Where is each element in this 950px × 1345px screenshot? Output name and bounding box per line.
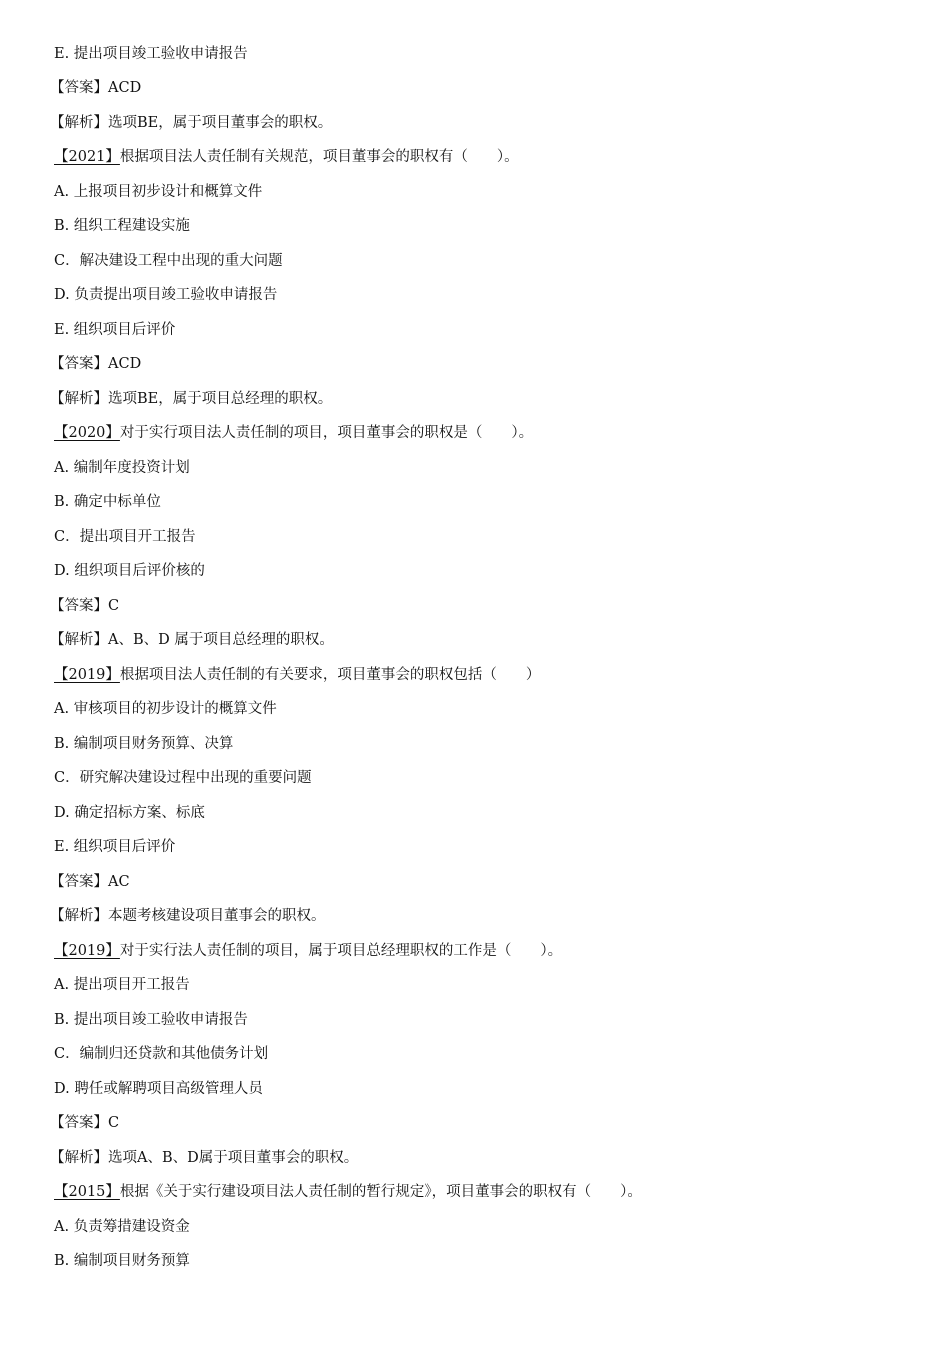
- answer-text: 【答案】ACD: [50, 356, 142, 372]
- option-text: B. 编制项目财务预算、决算: [54, 736, 234, 752]
- option-text: D. 负责提出项目竣工验收申请报告: [54, 287, 278, 303]
- option-line: [54, 1042, 950, 1066]
- answer-text: 【答案】C: [50, 1115, 120, 1131]
- answer-line: [50, 594, 950, 618]
- question-year: 【2020】: [54, 425, 120, 441]
- option-text: B. 确定中标单位: [54, 494, 161, 510]
- question-year: 【2021】: [54, 149, 120, 165]
- option-line: [54, 180, 950, 204]
- option-text: B. 提出项目竣工验收申请报告: [54, 1012, 248, 1028]
- option-text: A. 负责筹措建设资金: [54, 1219, 190, 1235]
- option-line: [54, 318, 950, 342]
- option-line: [54, 766, 950, 790]
- question-year: 【2019】: [54, 943, 120, 959]
- option-text: B. 编制项目财务预算: [54, 1253, 190, 1269]
- option-text: C．研究解决建设过程中出现的重要问题: [54, 770, 312, 786]
- question-line: [54, 663, 950, 687]
- option-line: [54, 973, 950, 997]
- option-line: [54, 697, 950, 721]
- analysis-line: [50, 387, 950, 411]
- option-line: [54, 559, 950, 583]
- option-line: [54, 801, 950, 825]
- option-line: [54, 732, 950, 756]
- option-line: [54, 1077, 950, 1101]
- option-line: [54, 1215, 950, 1239]
- analysis-line: [50, 111, 950, 135]
- option-line: [54, 456, 950, 480]
- option-text: D. 确定招标方案、标底: [54, 805, 205, 821]
- analysis-line: [50, 628, 950, 652]
- answer-text: 【答案】ACD: [50, 80, 142, 96]
- analysis-text: 【解析】选项A、B、D属于项目董事会的职权。: [50, 1150, 359, 1166]
- option-text: E. 组织项目后评价: [54, 322, 176, 338]
- answer-text: 【答案】C: [50, 598, 120, 614]
- answer-line: [50, 1111, 950, 1135]
- answer-line: [50, 352, 950, 376]
- answer-line: [50, 870, 950, 894]
- option-line: [54, 214, 950, 238]
- option-text: A. 上报项目初步设计和概算文件: [54, 184, 263, 200]
- question-year: 【2019】: [54, 667, 120, 683]
- question-text: 根据项目法人责任制有关规范，项目董事会的职权有（ ）。: [119, 149, 519, 165]
- option-text: A. 审核项目的初步设计的概算文件: [54, 701, 277, 717]
- option-text: C．编制归还贷款和其他债务计划: [54, 1046, 269, 1062]
- analysis-text: 【解析】选项BE，属于项目总经理的职权。: [50, 391, 333, 407]
- option-text: E. 提出项目竣工验收申请报告: [54, 46, 248, 62]
- question-line: [54, 1180, 950, 1204]
- analysis-text: 【解析】选项BE，属于项目董事会的职权。: [50, 115, 333, 131]
- analysis-line: [50, 904, 950, 928]
- option-text: D. 聘任或解聘项目高级管理人员: [54, 1081, 263, 1097]
- option-line: [54, 835, 950, 859]
- option-text: E. 组织项目后评价: [54, 839, 176, 855]
- option-line: [54, 249, 950, 273]
- question-line: [54, 421, 950, 445]
- question-text: 根据《关于实行建设项目法人责任制的暂行规定》，项目董事会的职权有（ ）。: [119, 1184, 642, 1200]
- answer-line: [50, 76, 950, 100]
- option-text: C．提出项目开工报告: [54, 529, 196, 545]
- question-text: 对于实行法人责任制的项目，属于项目总经理职权的工作是（ ）。: [119, 943, 563, 959]
- analysis-text: 【解析】本题考核建设项目董事会的职权。: [50, 908, 326, 924]
- option-line: [54, 1249, 950, 1273]
- option-text: D. 组织项目后评价核的: [54, 563, 205, 579]
- analysis-line: [50, 1146, 950, 1170]
- option-text: A. 提出项目开工报告: [54, 977, 190, 993]
- option-line: [54, 1008, 950, 1032]
- option-line: [54, 490, 950, 514]
- question-line: [54, 939, 950, 963]
- answer-text: 【答案】AC: [50, 874, 130, 890]
- option-text: A. 编制年度投资计划: [54, 460, 190, 476]
- option-line: [54, 525, 950, 549]
- question-text: 对于实行项目法人责任制的项目，项目董事会的职权是（ ）。: [119, 425, 534, 441]
- option-text: C．解决建设工程中出现的重大问题: [54, 253, 283, 269]
- analysis-text: 【解析】A、B、D 属于项目总经理的职权。: [50, 632, 334, 648]
- question-text: 根据项目法人责任制的有关要求，项目董事会的职权包括（ ）: [119, 667, 541, 683]
- question-year: 【2015】: [54, 1184, 120, 1200]
- option-line: [54, 283, 950, 307]
- option-text: B. 组织工程建设实施: [54, 218, 190, 234]
- option-line: [54, 42, 950, 66]
- question-line: [54, 145, 950, 169]
